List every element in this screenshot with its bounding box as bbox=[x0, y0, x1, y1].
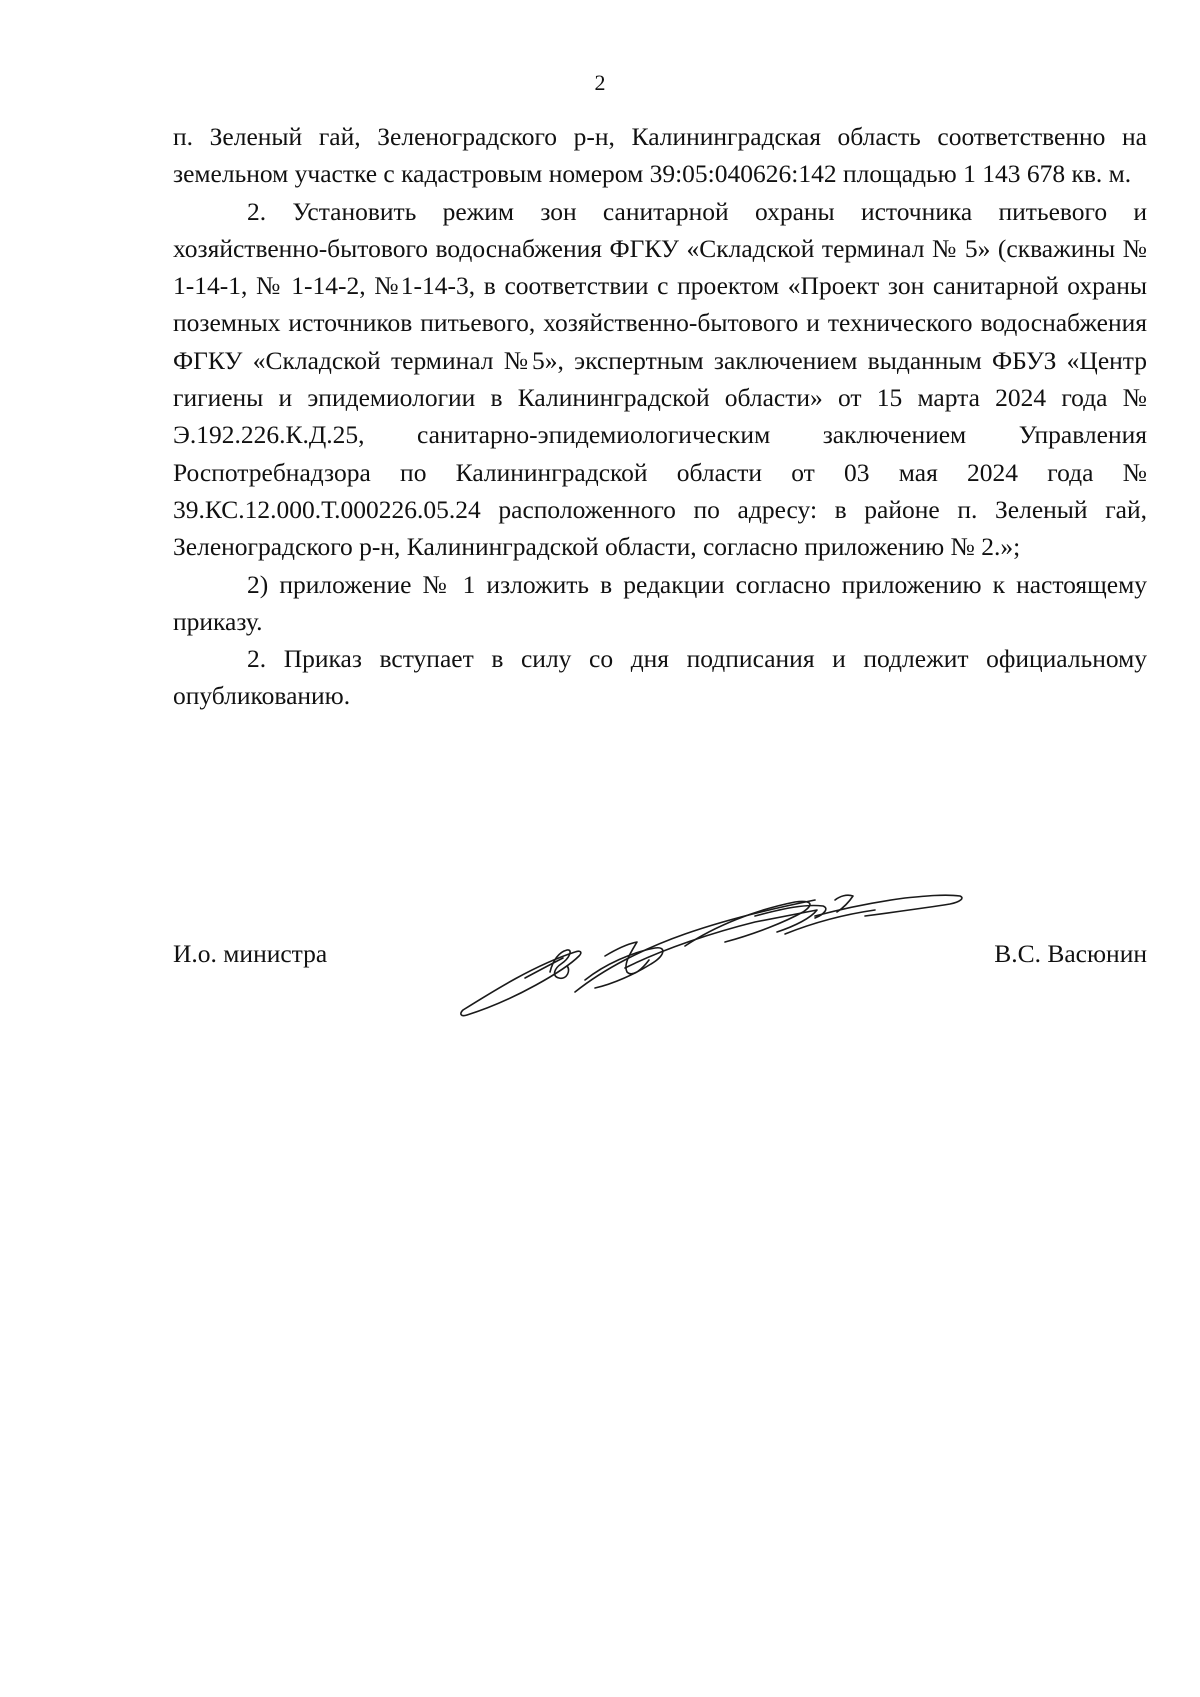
document-body bbox=[173, 118, 1147, 715]
signatory-position: И.о. министра bbox=[173, 939, 328, 968]
paragraph-entry-into-force: 2. Приказ вступает в силу со дня подписания и подлежит официальному опубликованию. bbox=[173, 644, 1147, 711]
signatory-name: В.С. Васюнин bbox=[994, 939, 1147, 968]
paragraph-continuation: п. Зеленый гай, Зеленоградского р-н, Калининградская область соответственно на земельном участке с кадастровым номером 39:05:040626:142 площадью 1 143 678 кв. м. bbox=[173, 122, 1147, 189]
page-number: 2 bbox=[594, 70, 606, 95]
paragraph-appendix-revision: 2) приложение № 1 изложить в редакции согласно приложению к настоящему приказу. bbox=[173, 569, 1147, 636]
paragraph-sanitary-zone-regime: 2. Установить режим зон санитарной охраны источника питьевого и хозяйственно-бытового водоснабжения ФГКУ «Складской терминал № 5» (скважины № 1-14-1, № 1-14-2, №1-14-3, в соответствии с проектом «Проект зон санитарной охраны поземных источников питьевого, хозяйственно-бытового и технического водоснабжения ФГКУ «Складской терминал №5», экспертным заключением выданным ФБУЗ «Центр гигиены и эпидемиологии в Калининградской области» от 15 марта 2024 года № Э.192.226.К.Д.25, санитарно-эпидемиологическим заключением Управления Роспотребнадзора по Калининградской области от 03 мая 2024 года № 39.КС.12.000.Т.000226.05.24 расположенного по адресу: в районе п. Зеленый гай, Зеленоградского р-н, Калининградской области, согласно приложению № 2.»; bbox=[173, 196, 1147, 562]
handwritten-signature bbox=[455, 860, 975, 1020]
